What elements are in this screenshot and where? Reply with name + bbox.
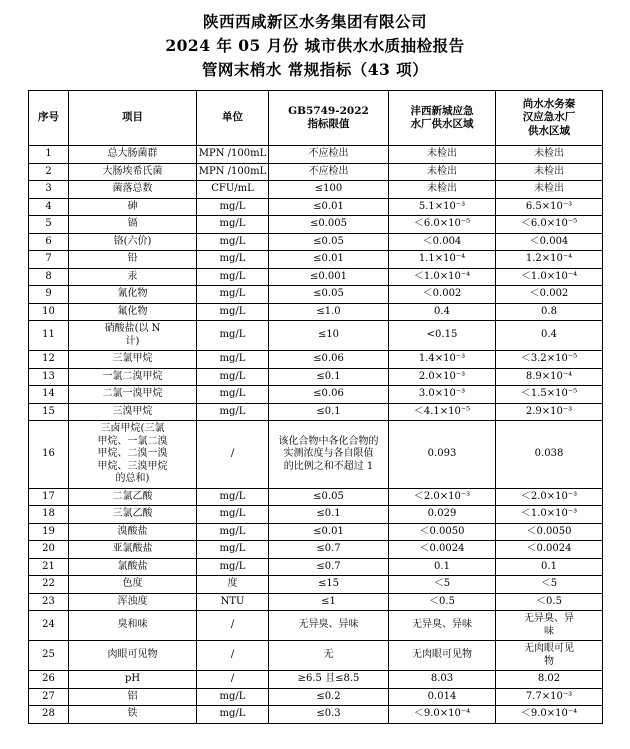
cell-unit: mg/L — [197, 286, 269, 304]
cell-index: 14 — [29, 386, 69, 404]
cell-index: 1 — [29, 146, 69, 164]
cell-item: 砷 — [69, 198, 197, 216]
cell-unit: mg/L — [197, 368, 269, 386]
cell-index: 4 — [29, 198, 69, 216]
cell-zone-2: ＜0.0024 — [496, 541, 603, 559]
cell-zone-1: ＜0.5 — [389, 593, 496, 611]
cell-item: 铬(六价) — [69, 233, 197, 251]
cell-index: 20 — [29, 541, 69, 559]
header-index: 序号 — [29, 91, 69, 146]
table-row — [29, 488, 603, 506]
cell-index: 8 — [29, 268, 69, 286]
header-zone2-line1: 尚水水务秦 — [522, 98, 576, 111]
cell-limit: ≤0.01 — [269, 251, 389, 269]
cell-zone-2: ＜9.0×10⁻⁴ — [496, 706, 603, 724]
cell-unit: mg/L — [197, 386, 269, 404]
cell-zone-2: 0.4 — [496, 321, 603, 351]
table-row — [29, 351, 603, 369]
cell-unit: mg/L — [197, 216, 269, 234]
cell-zone-2: 未检出 — [496, 181, 603, 199]
cell-limit: 不应检出 — [269, 163, 389, 181]
table-row — [29, 198, 603, 216]
cell-unit: mg/L — [197, 506, 269, 524]
table-row — [29, 576, 603, 594]
cell-zone-2: 无异臭、异 味 — [496, 611, 603, 641]
header-limit — [269, 91, 389, 146]
cell-index: 2 — [29, 163, 69, 181]
cell-limit: ≤10 — [269, 321, 389, 351]
cell-zone-1: ＜0.002 — [389, 286, 496, 304]
cell-zone-1: 3.0×10⁻³ — [389, 386, 496, 404]
cell-unit: mg/L — [197, 321, 269, 351]
cell-item: 硝酸盐(以 N 计) — [69, 321, 197, 351]
table-row — [29, 541, 603, 559]
cell-item: 大肠埃希氏菌 — [69, 163, 197, 181]
title-line-period: 2024 年 05 月份 城市供水水质抽检报告 — [165, 36, 465, 56]
cell-zone-2: ＜2.0×10⁻³ — [496, 488, 603, 506]
cell-index: 23 — [29, 593, 69, 611]
cell-limit: ≤0.06 — [269, 386, 389, 404]
cell-zone-1: ＜0.0050 — [389, 523, 496, 541]
table-row — [29, 611, 603, 641]
cell-zone-1: 0.4 — [389, 303, 496, 321]
table-row — [29, 163, 603, 181]
cell-limit: ≤1 — [269, 593, 389, 611]
cell-zone-2: ＜1.5×10⁻⁵ — [496, 386, 603, 404]
cell-index: 19 — [29, 523, 69, 541]
cell-item: 臭和味 — [69, 611, 197, 641]
cell-item: 肉眼可见物 — [69, 641, 197, 671]
cell-item: 总大肠菌群 — [69, 146, 197, 164]
header-zone1-line2: 水厂供水区域 — [410, 118, 474, 131]
table-body — [29, 146, 603, 724]
table-row — [29, 368, 603, 386]
header-zone-2 — [496, 91, 603, 146]
table-row — [29, 216, 603, 234]
cell-limit: 无 — [269, 641, 389, 671]
title-line-scope: 管网末梢水 常规指标（43 项） — [201, 60, 429, 80]
header-unit: 单位 — [197, 91, 269, 146]
cell-unit: MPN /100mL — [197, 163, 269, 181]
cell-zone-2: 0.8 — [496, 303, 603, 321]
cell-zone-1: ＜1.0×10⁻⁴ — [389, 268, 496, 286]
cell-index: 25 — [29, 641, 69, 671]
cell-zone-2: ＜1.0×10⁻⁴ — [496, 268, 603, 286]
cell-limit: ≤0.05 — [269, 233, 389, 251]
table-row — [29, 251, 603, 269]
cell-zone-1: ＜0.0024 — [389, 541, 496, 559]
cell-zone-1: 1.1×10⁻⁴ — [389, 251, 496, 269]
table-row — [29, 321, 603, 351]
cell-index: 7 — [29, 251, 69, 269]
cell-unit: CFU/mL — [197, 181, 269, 199]
cell-item: 铁 — [69, 706, 197, 724]
cell-zone-2: ＜0.5 — [496, 593, 603, 611]
cell-zone-1: 未检出 — [389, 181, 496, 199]
table-row — [29, 641, 603, 671]
cell-zone-2: 2.9×10⁻³ — [496, 403, 603, 421]
cell-zone-2: 未检出 — [496, 146, 603, 164]
cell-limit: ≤100 — [269, 181, 389, 199]
table-row — [29, 671, 603, 689]
table-row — [29, 233, 603, 251]
cell-zone-2: ＜5 — [496, 576, 603, 594]
cell-index: 22 — [29, 576, 69, 594]
cell-zone-1: 5.1×10⁻³ — [389, 198, 496, 216]
cell-limit: ≤0.1 — [269, 403, 389, 421]
cell-index: 18 — [29, 506, 69, 524]
cell-zone-2: 8.9×10⁻⁴ — [496, 368, 603, 386]
table-row — [29, 146, 603, 164]
cell-zone-1: 0.014 — [389, 688, 496, 706]
cell-zone-1: ＜2.0×10⁻³ — [389, 488, 496, 506]
cell-unit: mg/L — [197, 268, 269, 286]
cell-item: 氟化物 — [69, 303, 197, 321]
header-zone-1 — [389, 91, 496, 146]
cell-zone-2: ＜1.0×10⁻³ — [496, 506, 603, 524]
cell-item: 铅 — [69, 251, 197, 269]
cell-zone-1: 1.4×10⁻³ — [389, 351, 496, 369]
cell-zone-2: ＜0.0050 — [496, 523, 603, 541]
title-line-company: 陕西西咸新区水务集团有限公司 — [202, 12, 427, 31]
header-zone2-line2: 汉应急水厂 — [522, 111, 576, 124]
cell-zone-2: ＜0.002 — [496, 286, 603, 304]
cell-index: 5 — [29, 216, 69, 234]
cell-zone-2: 6.5×10⁻³ — [496, 198, 603, 216]
cell-unit: mg/L — [197, 688, 269, 706]
cell-index: 10 — [29, 303, 69, 321]
table-row — [29, 593, 603, 611]
cell-item: 氰化物 — [69, 286, 197, 304]
cell-zone-2: ＜3.2×10⁻⁵ — [496, 351, 603, 369]
cell-index: 6 — [29, 233, 69, 251]
table-row — [29, 523, 603, 541]
cell-index: 16 — [29, 421, 69, 489]
cell-limit: ≤0.001 — [269, 268, 389, 286]
cell-index: 24 — [29, 611, 69, 641]
header-limit-line2: 指标限值 — [307, 118, 350, 131]
cell-item: 铝 — [69, 688, 197, 706]
cell-zone-1: 无异臭、异味 — [389, 611, 496, 641]
cell-zone-1: 无肉眼可见物 — [389, 641, 496, 671]
header-zone2-line3: 供水区域 — [528, 124, 570, 137]
cell-item: 一氯二溴甲烷 — [69, 368, 197, 386]
table-row — [29, 706, 603, 724]
cell-item: pH — [69, 671, 197, 689]
cell-item: 二氯一溴甲烷 — [69, 386, 197, 404]
cell-zone-1: ＜9.0×10⁻⁴ — [389, 706, 496, 724]
cell-unit: mg/L — [197, 403, 269, 421]
cell-zone-1: 0.029 — [389, 506, 496, 524]
cell-unit: 度 — [197, 576, 269, 594]
cell-index: 15 — [29, 403, 69, 421]
cell-item: 菌落总数 — [69, 181, 197, 199]
cell-unit: mg/L — [197, 523, 269, 541]
cell-index: 13 — [29, 368, 69, 386]
cell-item: 溴酸盐 — [69, 523, 197, 541]
cell-zone-2: 8.02 — [496, 671, 603, 689]
table-row — [29, 421, 603, 489]
cell-item: 汞 — [69, 268, 197, 286]
cell-limit: 不应检出 — [269, 146, 389, 164]
table-row — [29, 688, 603, 706]
cell-zone-2: 1.2×10⁻⁴ — [496, 251, 603, 269]
cell-unit: mg/L — [197, 706, 269, 724]
cell-item: 镉 — [69, 216, 197, 234]
cell-item: 色度 — [69, 576, 197, 594]
cell-unit: mg/L — [197, 541, 269, 559]
header-limit-line1: GB5749-2022 — [288, 104, 369, 117]
cell-limit: ≤1.0 — [269, 303, 389, 321]
cell-zone-1: 2.0×10⁻³ — [389, 368, 496, 386]
cell-limit: ≤0.01 — [269, 198, 389, 216]
cell-zone-1: ＜4.1×10⁻⁵ — [389, 403, 496, 421]
cell-limit: ≤0.05 — [269, 488, 389, 506]
cell-unit: mg/L — [197, 233, 269, 251]
cell-zone-1: 0.093 — [389, 421, 496, 489]
cell-index: 21 — [29, 558, 69, 576]
water-quality-table — [28, 90, 603, 724]
cell-index: 11 — [29, 321, 69, 351]
cell-index: 28 — [29, 706, 69, 724]
cell-limit: ≤15 — [269, 576, 389, 594]
cell-limit: ≤0.06 — [269, 351, 389, 369]
cell-limit: ≤0.2 — [269, 688, 389, 706]
cell-limit: 该化合物中各化合物的 实测浓度与各自限值 的比例之和不超过 1 — [269, 421, 389, 489]
cell-unit: mg/L — [197, 558, 269, 576]
cell-unit: mg/L — [197, 198, 269, 216]
cell-index: 9 — [29, 286, 69, 304]
cell-item: 二氯乙酸 — [69, 488, 197, 506]
cell-zone-2: 未检出 — [496, 163, 603, 181]
cell-zone-2: 0.1 — [496, 558, 603, 576]
cell-limit: ≤0.7 — [269, 558, 389, 576]
cell-zone-2: 无肉眼可见 物 — [496, 641, 603, 671]
table-row — [29, 558, 603, 576]
table-row — [29, 303, 603, 321]
report-title-block — [28, 10, 602, 82]
table-row — [29, 181, 603, 199]
cell-zone-1: ＜6.0×10⁻⁵ — [389, 216, 496, 234]
cell-unit: mg/L — [197, 303, 269, 321]
table-row — [29, 386, 603, 404]
table-header-row — [29, 91, 603, 146]
cell-unit: mg/L — [197, 488, 269, 506]
cell-limit: ≥6.5 且≤8.5 — [269, 671, 389, 689]
cell-unit: / — [197, 671, 269, 689]
cell-limit: ≤0.05 — [269, 286, 389, 304]
cell-item: 三卤甲烷(三氯 甲烷、一氯二溴 甲烷、二溴一溴 甲烷、三溴甲烷 的总和) — [69, 421, 197, 489]
cell-zone-2: ＜6.0×10⁻⁵ — [496, 216, 603, 234]
cell-item: 氯酸盐 — [69, 558, 197, 576]
cell-limit: ≤0.005 — [269, 216, 389, 234]
cell-index: 12 — [29, 351, 69, 369]
table-row — [29, 268, 603, 286]
cell-zone-1: ＜0.004 — [389, 233, 496, 251]
cell-zone-2: 0.038 — [496, 421, 603, 489]
cell-unit: mg/L — [197, 251, 269, 269]
cell-zone-1: 未检出 — [389, 163, 496, 181]
cell-item: 三溴甲烷 — [69, 403, 197, 421]
header-zone1-line1: 沣西新城应急 — [410, 104, 474, 117]
table-row — [29, 286, 603, 304]
cell-limit: ≤0.01 — [269, 523, 389, 541]
cell-limit: 无异臭、异味 — [269, 611, 389, 641]
cell-limit: ≤0.7 — [269, 541, 389, 559]
cell-unit: mg/L — [197, 351, 269, 369]
cell-item: 三氯乙酸 — [69, 506, 197, 524]
cell-zone-1: 0.1 — [389, 558, 496, 576]
cell-zone-2: 7.7×10⁻³ — [496, 688, 603, 706]
cell-unit: NTU — [197, 593, 269, 611]
cell-index: 26 — [29, 671, 69, 689]
cell-zone-2: ＜0.004 — [496, 233, 603, 251]
cell-index: 27 — [29, 688, 69, 706]
cell-unit: MPN /100mL — [197, 146, 269, 164]
cell-zone-1: <0.15 — [389, 321, 496, 351]
cell-zone-1: 未检出 — [389, 146, 496, 164]
cell-limit: ≤0.1 — [269, 506, 389, 524]
table-row — [29, 506, 603, 524]
cell-limit: ≤0.1 — [269, 368, 389, 386]
header-item: 项目 — [69, 91, 197, 146]
cell-unit: / — [197, 611, 269, 641]
cell-unit: / — [197, 641, 269, 671]
cell-item: 三氯甲烷 — [69, 351, 197, 369]
cell-unit: / — [197, 421, 269, 489]
cell-item: 浑浊度 — [69, 593, 197, 611]
cell-zone-1: ＜5 — [389, 576, 496, 594]
cell-index: 17 — [29, 488, 69, 506]
cell-item: 亚氯酸盐 — [69, 541, 197, 559]
table-row — [29, 403, 603, 421]
cell-zone-1: 8.03 — [389, 671, 496, 689]
cell-limit: ≤0.3 — [269, 706, 389, 724]
cell-index: 3 — [29, 181, 69, 199]
